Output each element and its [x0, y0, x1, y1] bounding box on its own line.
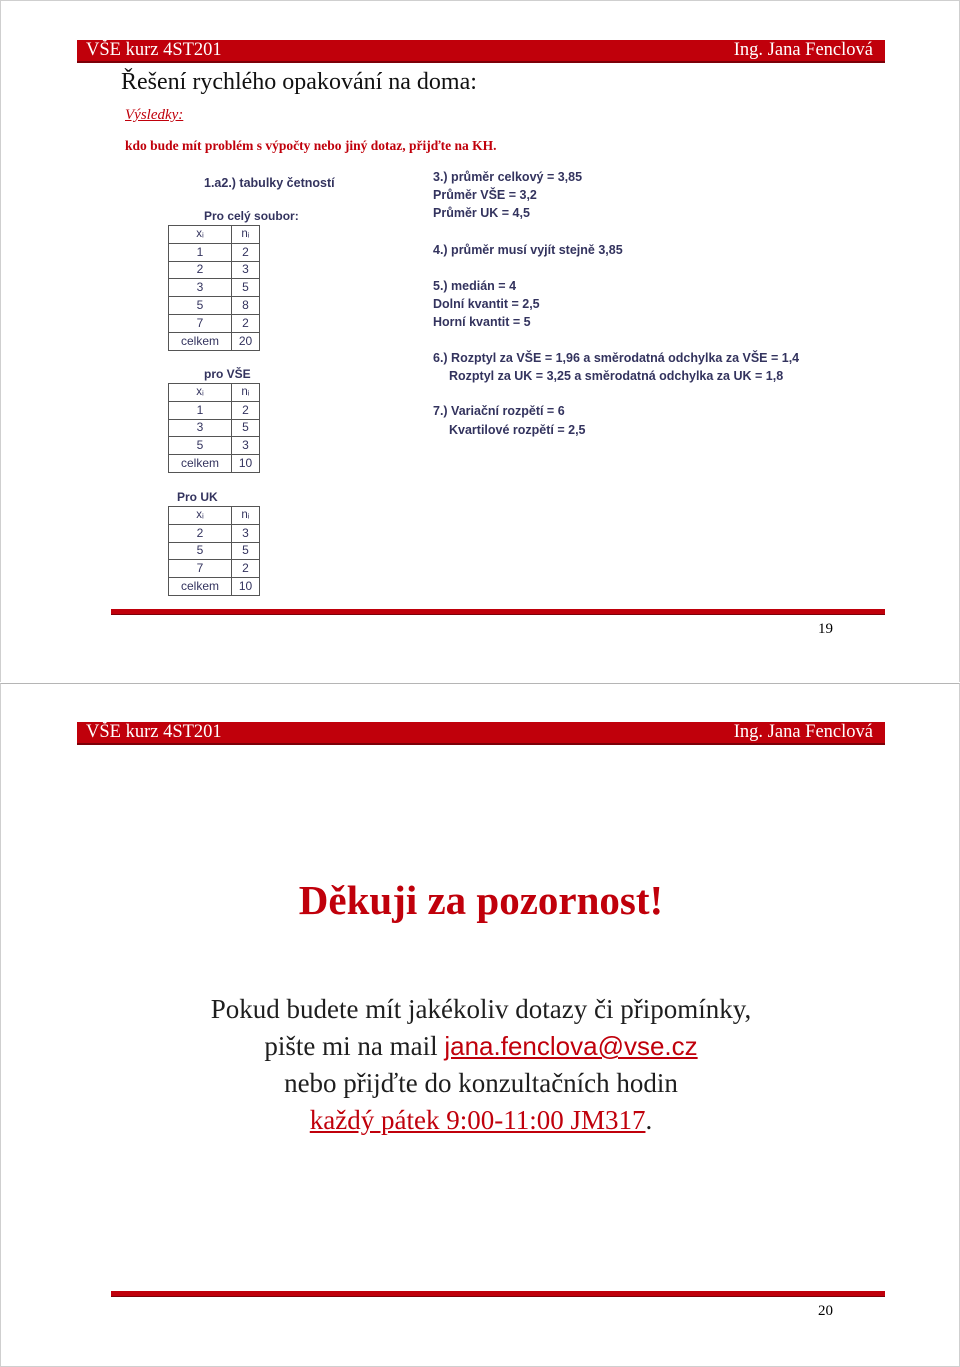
whole-set-table: [168, 225, 260, 351]
table-row: xᵢ nᵢ: [169, 226, 260, 244]
slide-footer-bar: [111, 609, 885, 615]
table-row: 1 2: [169, 401, 260, 419]
vse-label: pro VŠE: [204, 367, 251, 381]
page-number: 20: [818, 1303, 833, 1319]
table-row: 3 5: [169, 279, 260, 297]
slide-header: [77, 722, 885, 745]
author-name: Ing. Jana Fenclová: [733, 40, 873, 60]
office-hours-period: .: [645, 1105, 653, 1135]
table-row: xᵢ nᵢ: [169, 384, 260, 402]
slide-footer-bar: [111, 1291, 885, 1297]
result-5-lower-quartile: Dolní kvantit = 2,5: [433, 297, 540, 311]
table-row: xᵢ nᵢ: [169, 507, 260, 525]
table-row: 2 3: [169, 261, 260, 279]
contact-line-1: Pokud budete mít jakékoliv dotazy či připomínky,: [210, 994, 752, 1024]
slide-20: [0, 683, 960, 1367]
table-row: celkem 10: [169, 578, 260, 596]
slide-19: [0, 0, 960, 682]
result-4: 4.) průměr musí vyjít stejně 3,85: [433, 243, 623, 257]
table-row: celkem 20: [169, 332, 260, 350]
slide-title: Řešení rychlého opakování na doma:: [121, 69, 477, 95]
result-5-upper-quartile: Horní kvantit = 5: [433, 315, 531, 329]
result-7-iqr: Kvartilové rozpětí = 2,5: [449, 423, 586, 437]
contact-line-4: [1, 1105, 960, 1136]
result-3-vse-mean: Průměr VŠE = 3,2: [433, 188, 537, 202]
office-hours-link[interactable]: každý pátek 9:00-11:00 JM317: [309, 1105, 646, 1135]
help-note: kdo bude mít problém s výpočty nebo jiný dotaz, přijďte na KH.: [125, 138, 497, 153]
results-heading: Výsledky:: [125, 107, 184, 123]
whole-set-label: Pro celý soubor:: [204, 209, 299, 223]
contact-line-2-text: pište mi na mail: [264, 1031, 445, 1061]
tables-heading: 1.a2.) tabulky četností: [204, 176, 335, 190]
result-3-total-mean: 3.) průměr celkový = 3,85: [433, 170, 583, 184]
table-row: 5 5: [169, 542, 260, 560]
page-number: 19: [818, 621, 833, 637]
table-row: 7 2: [169, 560, 260, 578]
table-row: 3 5: [169, 419, 260, 437]
results-image: [149, 164, 843, 600]
result-3-uk-mean: Průměr UK = 4,5: [433, 206, 530, 220]
author-name: Ing. Jana Fenclová: [733, 722, 873, 742]
table-row: 5 3: [169, 437, 260, 455]
email-link[interactable]: jana.fenclova@vse.cz: [444, 1031, 698, 1061]
course-name: VŠE kurz 4ST201: [86, 40, 222, 60]
result-6-vse: 6.) Rozptyl za VŠE = 1,96 a směrodatná odchylka za VŠE = 1,4: [433, 351, 800, 365]
table-row: 5 8: [169, 297, 260, 315]
slide-header: [77, 40, 885, 63]
uk-label: Pro UK: [177, 490, 218, 504]
table-row: 1 2: [169, 243, 260, 261]
table-row: 7 2: [169, 314, 260, 332]
result-6-uk: Rozptyl za UK = 3,25 a směrodatná odchylka za UK = 1,8: [449, 369, 784, 383]
uk-table: [168, 506, 260, 596]
table-row: celkem 10: [169, 455, 260, 473]
result-7-range: 7.) Variační rozpětí = 6: [433, 404, 565, 418]
table-row: 2 3: [169, 524, 260, 542]
thanks-heading: Děkuji za pozornost!: [298, 877, 664, 923]
contact-line-3: nebo přijďte do konzultačních hodin: [284, 1068, 678, 1098]
vse-table: [168, 383, 260, 473]
course-name: VŠE kurz 4ST201: [86, 722, 222, 742]
contact-line-2: [1, 1031, 960, 1062]
result-5-median: 5.) medián = 4: [433, 279, 517, 293]
